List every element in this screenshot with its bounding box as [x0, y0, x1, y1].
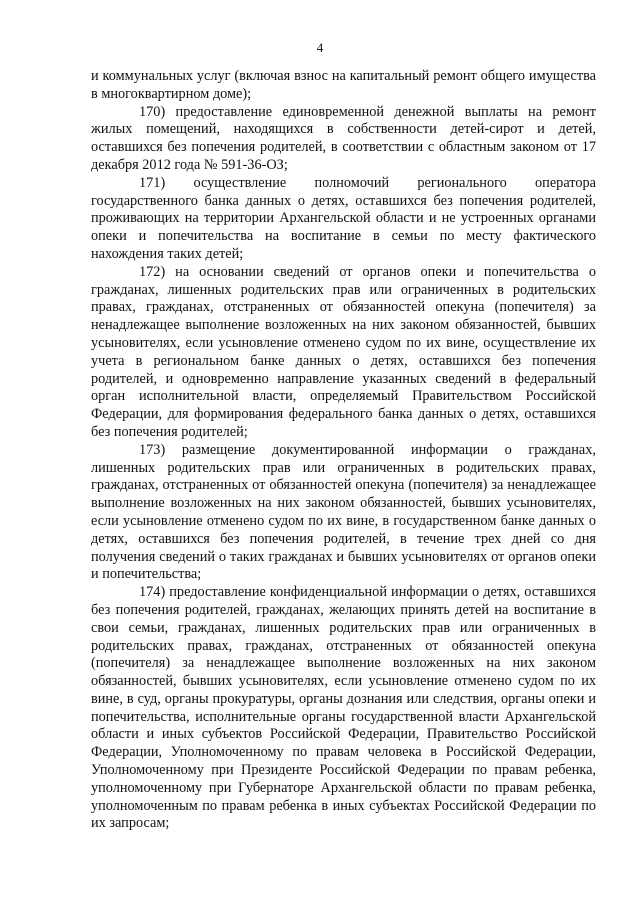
paragraph-item-173: 173) размещение документированной информации о гражданах, лишенных родительских прав или ограниченных в родительских правах, гражданах, отстраненных от обязанностей опекуна (попечителя) за ненадлежащее выполнение возложенных на них законом обязанностей, бывших усыновителях, если усыновление отменено судом по их вине, в государственном банке данных о детях, оставшихся без попечения родителей, в течение трех дней со дня получения сведений о таких гражданах и бывших усыновителях от органов опеки и попечительства;: [91, 441, 596, 583]
paragraph-item-171: 171) осуществление полномочий регионального оператора государственного банка данных о детях, оставшихся без попечения родителей, проживающих на территории Архангельской области и не устроенных органами опеки и попечительства на воспитание в семьи по месту фактического нахождения таких детей;: [91, 174, 596, 262]
document-body: [91, 68, 596, 833]
page-number: 4: [316, 40, 324, 55]
paragraph-item-174: 174) предоставление конфиденциальной информации о детях, оставшихся без попечения родителей, гражданах, желающих принять детей на воспитание в свои семьи, гражданах, лишенных родительских прав или ограниченных в родительских правах, гражданах, отстраненных от обязанностей опекуна (попечителя) за ненадлежащее выполнение возложенных на них законом обязанностей, бывших усыновителях, если усыновление отменено судом по их вине, в суд, органы прокуратуры, органы дознания или следствия, органы опеки и попечительства, исполнительные органы государственной власти Архангельской области и иных субъектов Российской Федерации, Правительство Российской Федерации, Уполномоченному по правам человека в Российской Федерации, Уполномоченному при Президенте Российской Федерации по правам ребенка, уполномоченному при Губернаторе Архангельской области по правам ребенка, уполномоченным по правам ребенка в иных субъектах Российской Федерации по их запросам;: [91, 584, 596, 832]
paragraph-item-172: 172) на основании сведений от органов опеки и попечительства о гражданах, лишенных родительских прав или ограниченных в родительских правах, гражданах, отстраненных от обязанностей опекуна (попечителя) за ненадлежащее выполнение возложенных на них законом обязанностей, бывших усыновителях, если усыновление отменено судом по их вине, осуществление их учета в региональном банке данных о детях, оставшихся без попечения родителей, и одновременно направление указанных сведений в федеральный орган исполнительной власти, определяемый Правительством Российской Федерации, для формирования федерального банка данных о детях, оставшихся без попечения родителей;: [91, 263, 596, 440]
paragraph-continuation: и коммунальных услуг (включая взнос на капитальный ремонт общего имущества в многоквартирном доме);: [91, 68, 596, 102]
paragraph-item-170: 170) предоставление единовременной денежной выплаты на ремонт жилых помещений, находящихся в собственности детей-сирот и детей, оставшихся без попечения родителей, в соответствии с областным законом от 17 декабря 2012 года № 591-36-ОЗ;: [91, 103, 596, 173]
